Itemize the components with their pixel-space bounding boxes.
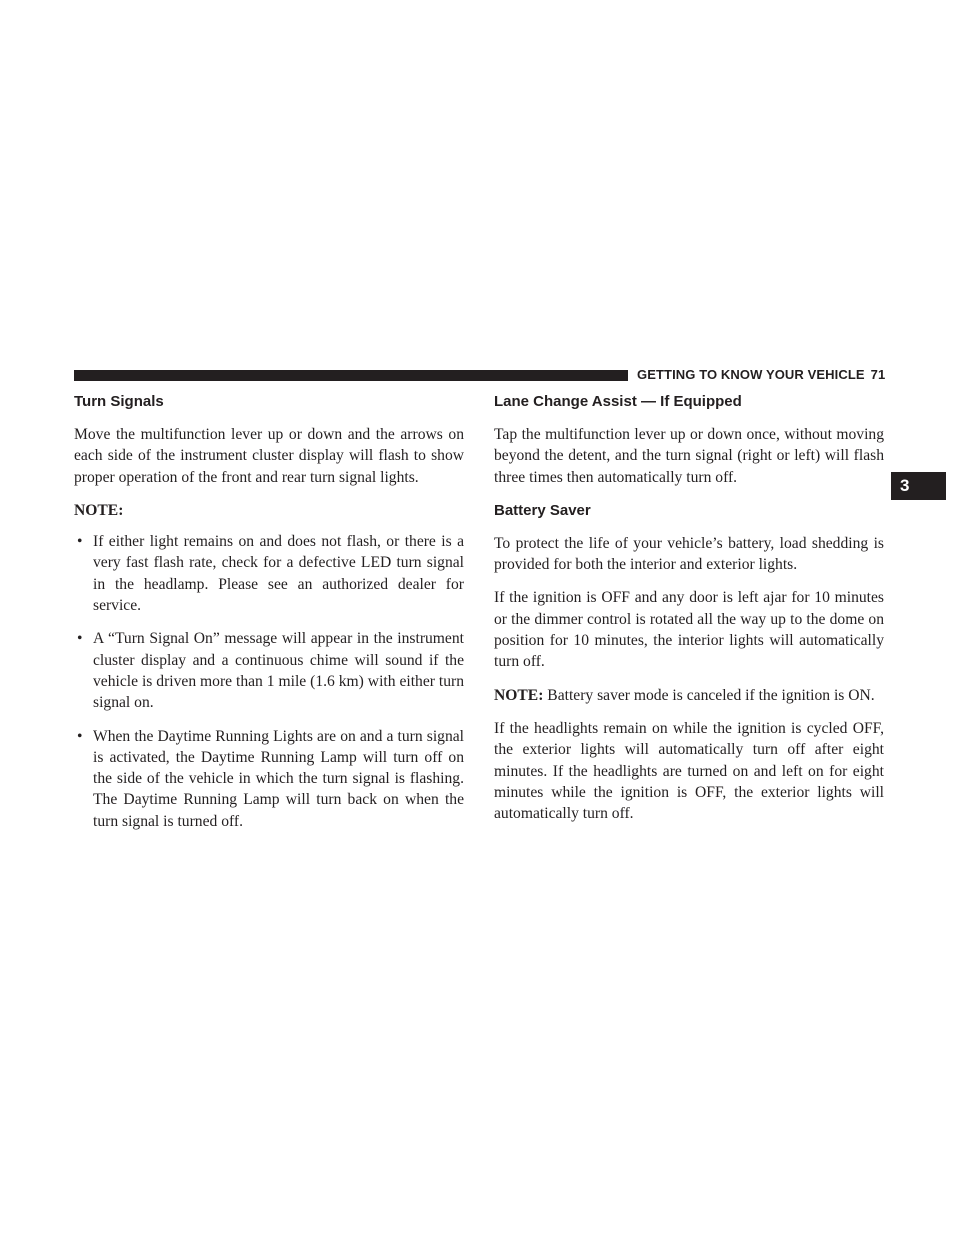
bullet-icon: • bbox=[77, 727, 83, 745]
page-number: 71 bbox=[870, 367, 886, 382]
left-column bbox=[74, 393, 464, 844]
battery-saver-p3: If the headlights remain on while the ignition is cycled OFF, the exterior lights will automatically turn off after eight minutes. If the headlights are turned on and left on for eight minutes while the ignition is OFF, the exterior lights will automatically turn off. bbox=[494, 719, 884, 823]
note-label: NOTE: bbox=[74, 501, 124, 519]
list-item: • A “Turn Signal On” message will appear in the instrument cluster display and a continuous chime will sound if the vehicle is driven more than 1 mile (1.6 km) with either turn signal on. bbox=[77, 630, 464, 712]
note-text: Battery saver mode is canceled if the ignition is ON. bbox=[543, 686, 875, 704]
battery-saver-note bbox=[494, 685, 884, 706]
section-title: GETTING TO KNOW YOUR VEHICLE bbox=[637, 367, 865, 382]
bullet-icon: • bbox=[77, 630, 83, 648]
note-bullet-list bbox=[74, 531, 464, 832]
note-label: NOTE: bbox=[494, 686, 544, 704]
header-rule bbox=[74, 370, 628, 381]
turn-signals-heading: Turn Signals bbox=[74, 393, 164, 410]
lane-change-heading: Lane Change Assist — If Equipped bbox=[494, 393, 742, 410]
bullet-icon: • bbox=[77, 533, 83, 551]
running-header bbox=[637, 366, 887, 384]
battery-saver-p1: To protect the life of your vehicle’s battery, load shedding is provided for both the interior and exterior lights. bbox=[494, 534, 884, 574]
chapter-tab: 3 bbox=[891, 472, 946, 500]
lane-change-text: Tap the multifunction lever up or down once, without moving beyond the detent, and the turn signal (right or left) will flash three times then automatically turn off. bbox=[494, 426, 884, 486]
battery-saver-p2: If the ignition is OFF and any door is left ajar for 10 minutes or the dimmer control is rotated all the way up to the dome on position for 10 minutes, the interior lights will automatically turn off. bbox=[494, 589, 884, 671]
battery-saver-heading: Battery Saver bbox=[494, 501, 591, 519]
right-column bbox=[494, 393, 884, 836]
list-item: • If either light remains on and does not flash, or there is a very fast flash rate, check for a defective LED turn signal in the headlamp. Please see an authorized dealer for service. bbox=[77, 533, 464, 615]
turn-signals-intro: Move the multifunction lever up or down and the arrows on each side of the instrument cluster display will flash to show proper operation of the front and rear turn signal lights. bbox=[74, 426, 464, 486]
list-item: • When the Daytime Running Lights are on and a turn signal is activated, the Daytime Running Lamp will turn off on the side of the vehicle in which the turn signal is flashing. The Daytime Running Lamp will turn back on when the turn signal is turned off. bbox=[77, 727, 464, 830]
